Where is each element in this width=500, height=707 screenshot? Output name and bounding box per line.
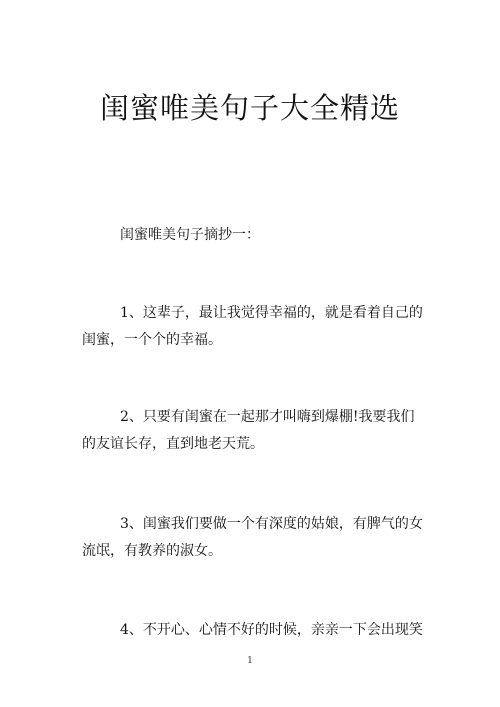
paragraph-2: 2、只要有闺蜜在一起那才叫嗨到爆棚!我要我们的友谊长存，直到地老天荒。	[82, 409, 415, 452]
document-title: 闺蜜唯美句子大全精选	[99, 91, 400, 125]
page-number: 1	[247, 656, 253, 666]
paragraph-1: 1、这辈子，最让我觉得幸福的，就是看着自己的闺蜜，一个个的幸福。	[82, 305, 423, 348]
paragraph-4: 4、不开心、心情不好的时候，亲亲一下会出现笑	[120, 622, 423, 638]
section-subheading: 闺蜜唯美句子摘抄一：	[120, 227, 260, 243]
paragraph-3: 3、闺蜜我们要做一个有深度的姑娘，有脾气的女流氓，有教养的淑女。	[82, 516, 423, 559]
